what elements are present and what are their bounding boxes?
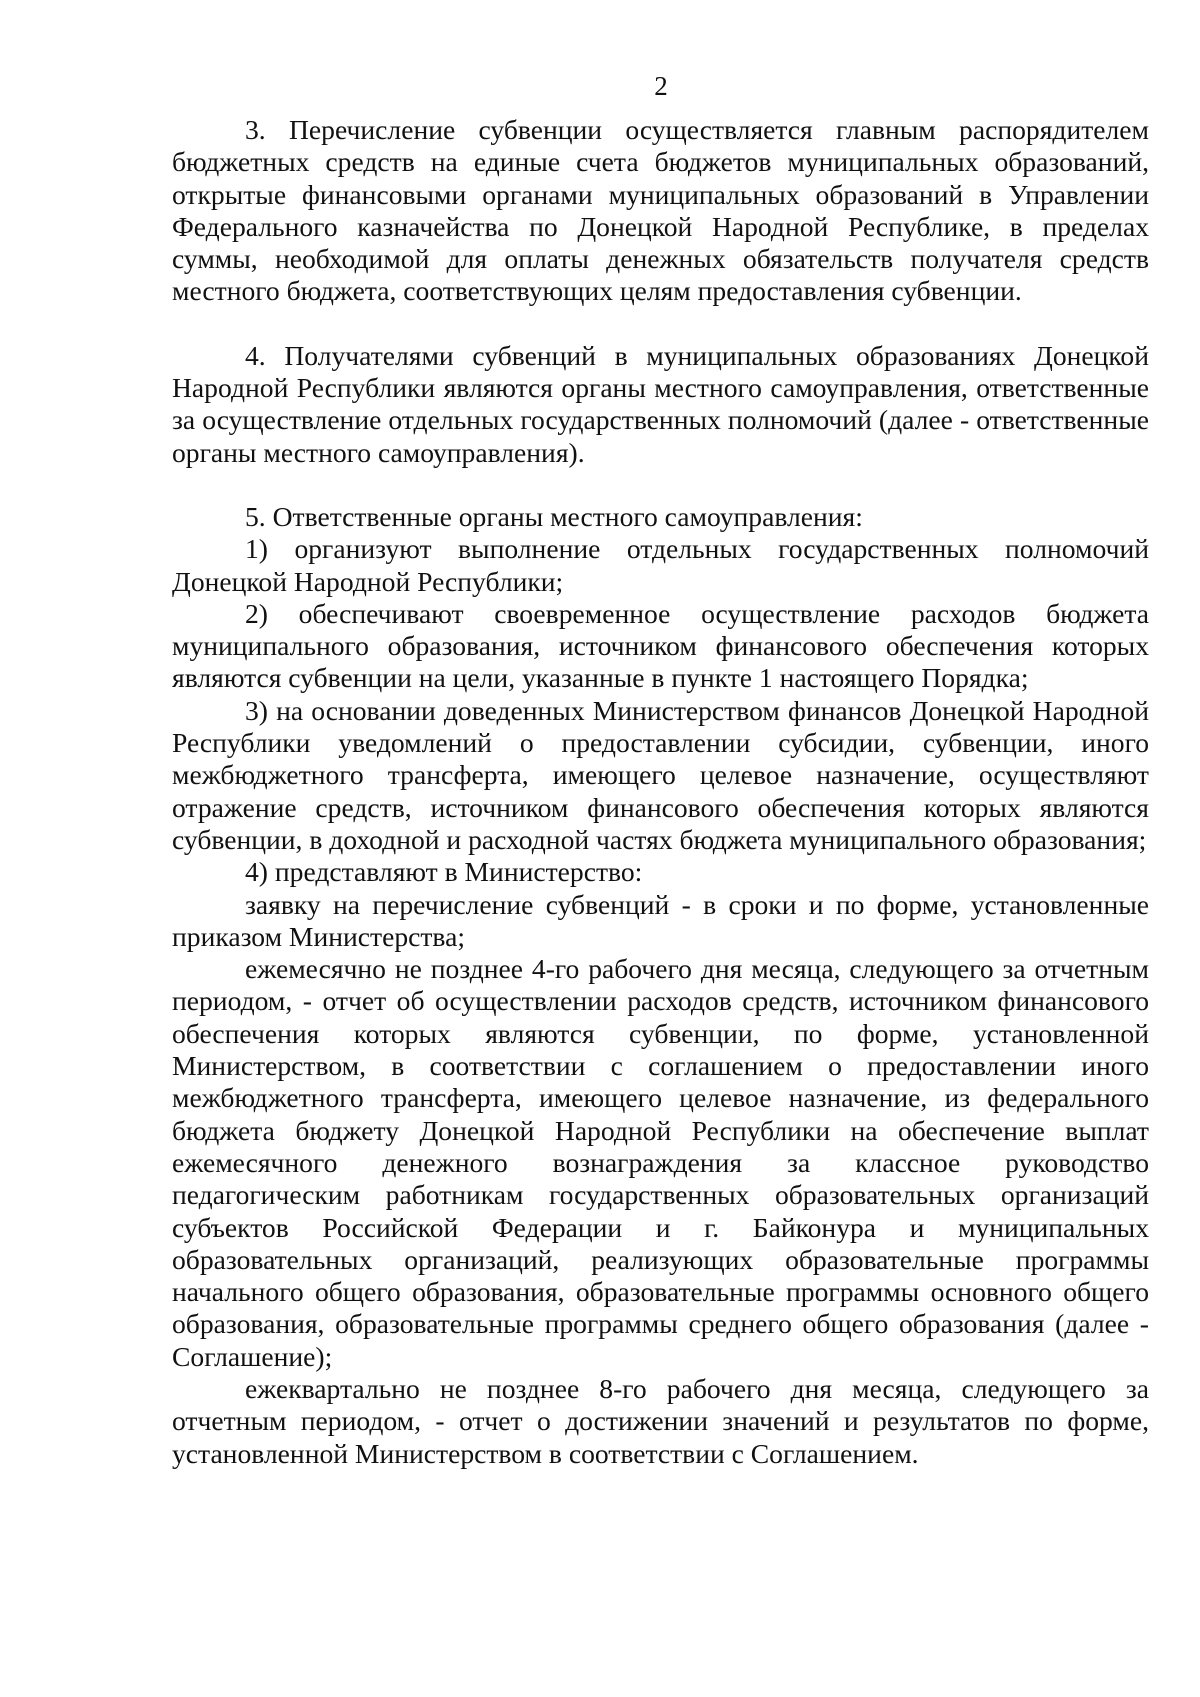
subitem-3: 3) на основании доведенных Министерством финансов Донецкой Народной Республики уведомлений о предоставлении субсидии, субвенции, иного межбюджетного трансферта, имеющего целевое назначение, осуществляют отражение средств, источником финансового обеспечения которых являются субвенции, в доходной и расходной частях бюджета муниципального образования; (172, 694, 1149, 855)
subitem-4: 4) представляют в Министерство: (245, 856, 643, 888)
subitem-2: 2) обеспечивают своевременное осуществление расходов бюджета муниципального образования, источником финансового обеспечения которых являются субвенции на цели, указанные в пункте 1 настоящего Порядка; (172, 597, 1149, 694)
subitem-1: 1) организуют выполнение отдельных государственных полномочий Донецкой Народной Республики; (172, 533, 1149, 597)
paragraph-item-3: 3. Перечисление субвенции осуществляется главным распорядителем бюджетных средств на единые счета бюджетов муниципальных образований, открытые финансовыми органами муниципальных образований в Управлении Федерального казначейства по Донецкой Народной Республике, в пределах суммы, необходимой для оплаты денежных обязательств получателя средств местного бюджета, соответствующих целям предоставления субвенции. (172, 114, 1149, 307)
subitem-4-quarterly-report: ежеквартально не позднее 8-го рабочего дня месяца, следующего за отчетным периодом, - отчет о достижении значений и результатов по форме, установленной Министерством в соответствии с Соглашением. (172, 1372, 1149, 1469)
subitem-4-monthly-report: ежемесячно не позднее 4-го рабочего дня месяца, следующего за отчетным периодом, - отчет об осуществлении расходов средств, источником финансового обеспечения которых являются субвенции, по форме, установленной Министерством, в соответствии с соглашением о предоставлении иного межбюджетного трансферта, имеющего целевое назначение, из федерального бюджета бюджету Донецкой Народной Республики на обеспечение выплат ежемесячного денежного вознаграждения за классное руководство педагогическим работникам государственных образовательных организаций субъектов Российской Федерации и г. Байконура и муниципальных образовательных организаций, реализующих образовательные программы начального общего образования, образовательные программы основного общего образования, образовательные программы среднего общего образования (далее - Соглашение); (172, 953, 1149, 1372)
paragraph-item-5: 5. Ответственные органы местного самоуправления: (245, 500, 863, 532)
document-body (172, 114, 1149, 1470)
page-number: 2 (654, 71, 668, 101)
paragraph-item-4: 4. Получателями субвенций в муниципальных образованиях Донецкой Народной Республики являются органы местного самоуправления, ответственные за осуществление отдельных государственных полномочий (далее - ответственные органы местного самоуправления). (172, 339, 1149, 468)
subitem-4-request: заявку на перечисление субвенций - в сроки и по форме, установленные приказом Министерства; (172, 888, 1149, 952)
